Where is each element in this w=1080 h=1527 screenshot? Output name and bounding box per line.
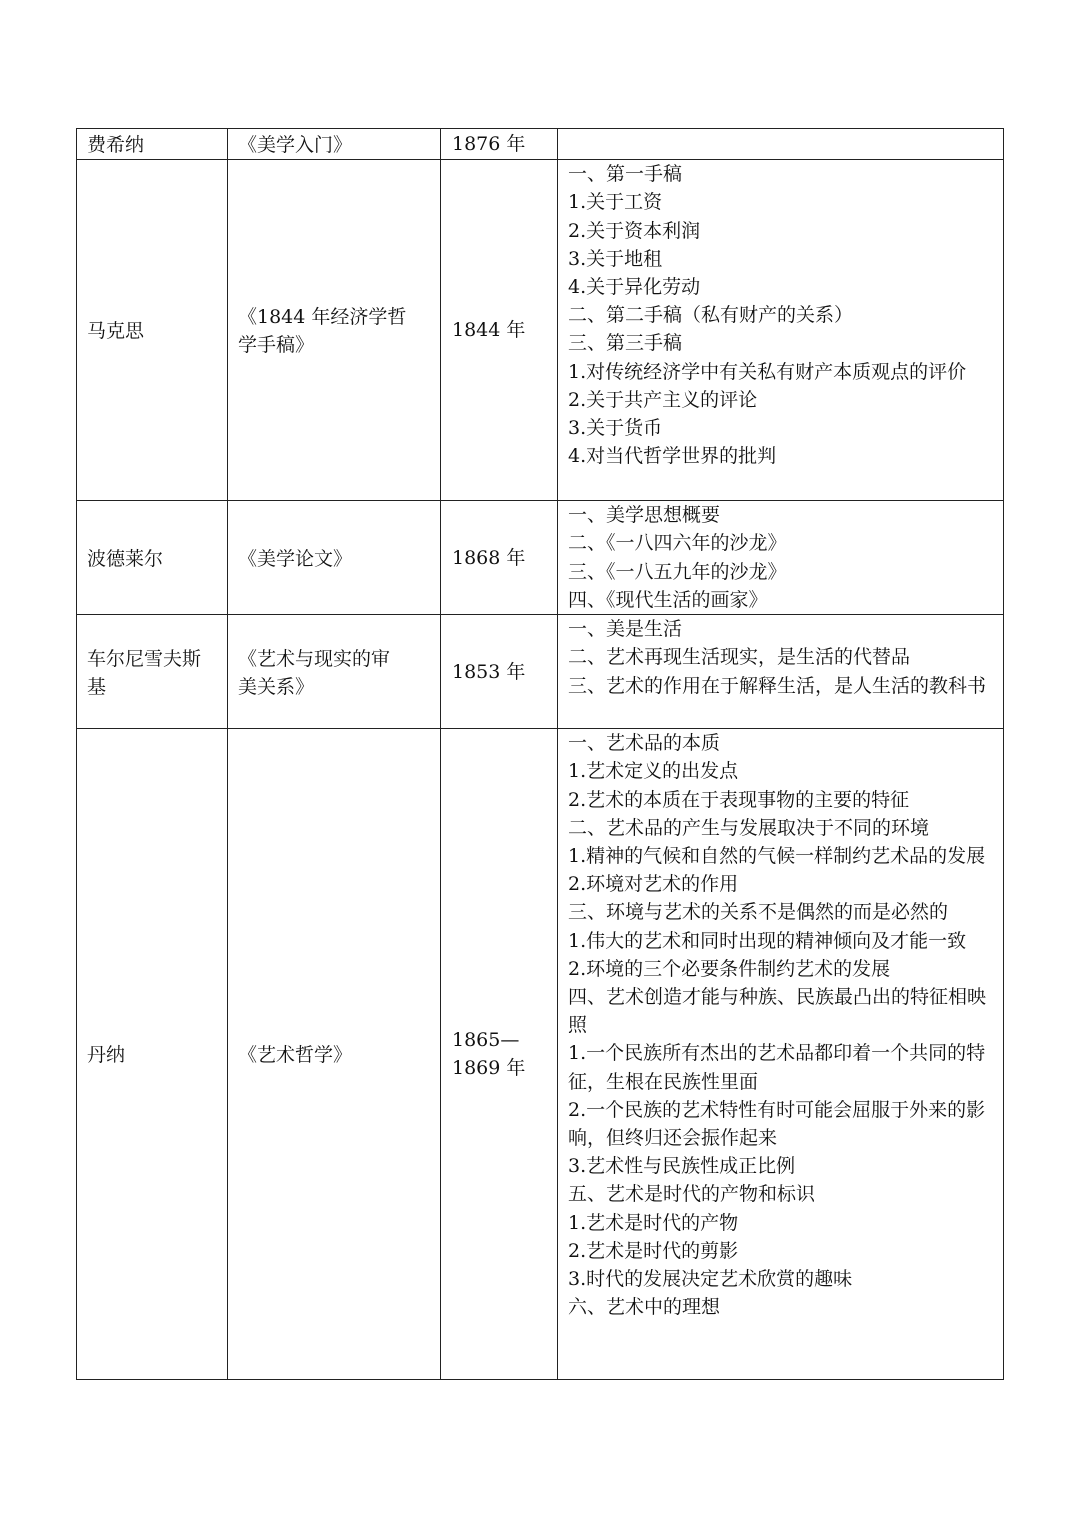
author-line: 基 <box>87 675 107 698</box>
content-item: 四、艺术创造才能与种族、民族最凸出的特征相映照 <box>568 986 987 1037</box>
work-title-line: 美关系》 <box>238 675 315 698</box>
content-item: 1.对传统经济学中有关私有财产本质观点的评价 <box>568 360 967 383</box>
table-row <box>77 160 1004 501</box>
content-item: 二、艺术品的产生与发展取决于不同的环境 <box>568 816 930 839</box>
author-cell: 马克思 <box>77 160 228 501</box>
content-item: 3.关于货币 <box>568 417 663 440</box>
year-cell <box>441 729 558 1380</box>
content-item: 二、第二手稿（私有财产的关系） <box>568 304 854 327</box>
year-cell: 1853 年 <box>441 615 558 729</box>
work-title-cell: 《美学论文》 <box>228 501 441 615</box>
content-item: 2.环境对艺术的作用 <box>568 873 739 896</box>
work-title-cell <box>228 615 441 729</box>
contents-cell <box>558 615 1004 729</box>
content-item: 4.对当代哲学世界的批判 <box>568 445 777 468</box>
content-item: 一、美是生活 <box>568 618 683 641</box>
content-item: 二、艺术再现生活现实，是生活的代替品 <box>568 646 911 669</box>
content-item: 1.关于工资 <box>568 191 663 214</box>
content-item: 六、艺术中的理想 <box>568 1296 721 1319</box>
content-item: 4.关于异化劳动 <box>568 276 701 299</box>
work-title-cell: 《艺术哲学》 <box>228 729 441 1380</box>
content-item: 四、《现代生活的画家》 <box>568 588 768 611</box>
author-cell: 费希纳 <box>77 129 228 160</box>
content-item: 二、《一八四六年的沙龙》 <box>568 532 787 555</box>
content-item: 2.一个民族的艺术特性有时可能会屈服于外来的影响，但终归还会振作起来 <box>568 1098 986 1150</box>
year-line: 1869 年 <box>452 1057 526 1080</box>
content-item: 一、第一手稿 <box>568 163 683 186</box>
work-title-line: 《艺术与现实的审 <box>238 647 391 670</box>
year-line: 1865— <box>452 1029 520 1051</box>
table-row <box>77 129 1004 160</box>
content-item: 三、《一八五九年的沙龙》 <box>568 560 787 583</box>
content-item: 三、艺术的作用在于解释生活，是人生活的教科书 <box>568 674 987 697</box>
content-item: 三、环境与艺术的关系不是偶然的而是必然的 <box>568 901 949 924</box>
author-cell: 丹纳 <box>77 729 228 1380</box>
work-title-line: 《1844 年经济学哲 <box>238 306 407 328</box>
content-item: 2.环境的三个必要条件制约艺术的发展 <box>568 957 891 980</box>
aesthetics-works-table <box>76 128 1004 1380</box>
contents-cell <box>558 729 1004 1380</box>
content-item: 1.一个民族所有杰出的艺术品都印着一个共同的特征，生根在民族性里面 <box>568 1042 986 1093</box>
table-row <box>77 615 1004 729</box>
content-item: 2.艺术的本质在于表现事物的主要的特征 <box>568 788 910 811</box>
content-item: 3.艺术性与民族性成正比例 <box>568 1155 796 1178</box>
content-item: 1.伟大的艺术和同时出现的精神倾向及才能一致 <box>568 929 967 952</box>
contents-cell <box>558 129 1004 160</box>
content-item: 3.时代的发展决定艺术欣赏的趣味 <box>568 1268 853 1291</box>
content-item: 1.艺术定义的出发点 <box>568 760 739 783</box>
contents-cell <box>558 160 1004 501</box>
content-item: 一、艺术品的本质 <box>568 732 721 755</box>
author-line: 车尔尼雪夫斯 <box>87 647 202 670</box>
work-title-cell <box>228 160 441 501</box>
content-item: 2.艺术是时代的剪影 <box>568 1239 739 1262</box>
content-item: 一、美学思想概要 <box>568 504 721 527</box>
contents-cell <box>558 501 1004 615</box>
year-cell: 1876 年 <box>441 129 558 160</box>
author-cell <box>77 615 228 729</box>
content-item: 2.关于共产主义的评论 <box>568 388 758 411</box>
table-row <box>77 729 1004 1380</box>
content-item: 五、艺术是时代的产物和标识 <box>568 1183 816 1206</box>
content-item: 3.关于地租 <box>568 247 663 270</box>
year-cell: 1868 年 <box>441 501 558 615</box>
author-cell: 波德莱尔 <box>77 501 228 615</box>
content-item: 三、第三手稿 <box>568 332 683 355</box>
work-title-cell: 《美学入门》 <box>228 129 441 160</box>
content-item: 2.关于资本利润 <box>568 219 701 242</box>
content-item: 1.艺术是时代的产物 <box>568 1211 739 1234</box>
content-item: 1.精神的气候和自然的气候一样制约艺术品的发展 <box>568 845 986 868</box>
work-title-line: 学手稿》 <box>238 334 315 357</box>
table-row <box>77 501 1004 615</box>
year-cell: 1844 年 <box>441 160 558 501</box>
